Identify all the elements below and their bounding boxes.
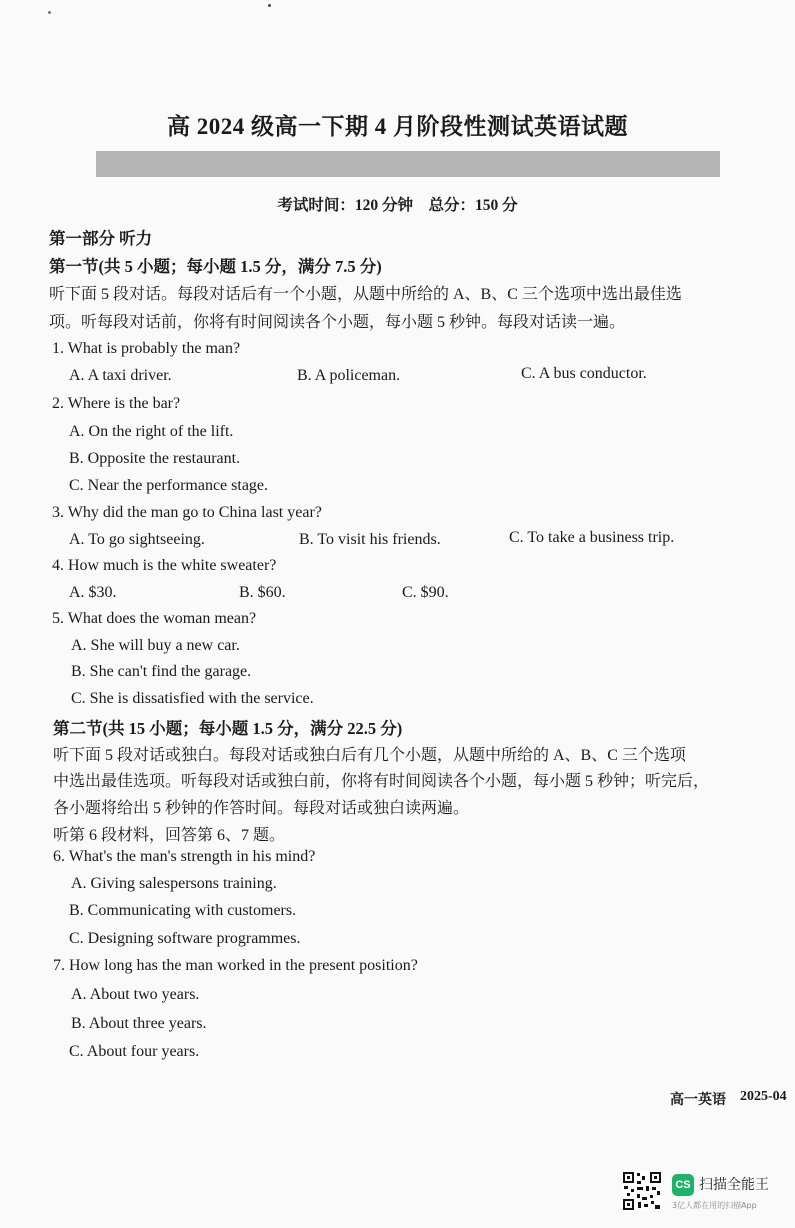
material-note: 听第 6 段材料，回答第 6、7 题。: [53, 827, 286, 844]
option-c: C. $90.: [402, 584, 449, 601]
question-stem: 6. What's the man's strength in his mind?: [53, 848, 316, 865]
part-heading: 第一部分 听力: [49, 229, 153, 248]
exam-info: 考试时间：120 分钟 总分：150 分: [277, 197, 518, 214]
option-c: C. A bus conductor.: [521, 365, 647, 382]
camscanner-logo-icon: CS: [672, 1174, 694, 1196]
instruction-line: 听下面 5 段对话。每段对话后有一个小题，从题中所给的 A、B、C 三个选项中选出最佳选: [49, 286, 682, 303]
option-b: B. $60.: [239, 584, 286, 601]
option-a: A. She will buy a new car.: [71, 637, 240, 654]
section-heading: 第二节(共 15 小题；每小题 1.5 分，满分 22.5 分): [53, 719, 403, 738]
option-b: B. Communicating with customers.: [69, 902, 297, 919]
page-title: 高 2024 级高一下期 4 月阶段性测试英语试题: [167, 114, 628, 139]
option-a: A. $30.: [69, 584, 117, 601]
footer-subject: 高一英语: [670, 1093, 726, 1108]
option-a: A. A taxi driver.: [69, 367, 172, 384]
instruction-line: 中选出最佳选项。听每段对话或独白前，你将有时间阅读各个小题，每小题 5 秒钟；听完后，: [53, 773, 710, 790]
option-c: C. To take a business trip.: [509, 529, 675, 546]
option-a: A. Giving salespersons training.: [71, 875, 277, 892]
option-c: C. Designing software programmes.: [69, 930, 301, 947]
qr-code-icon: [622, 1171, 662, 1211]
scanner-app-name: 扫描全能王: [699, 1177, 769, 1193]
instruction-line: 各小题将给出 5 秒钟的作答时间。每段对话或独白读两遍。: [53, 800, 470, 817]
title-underline-bar: [96, 151, 720, 177]
question-stem: 2. Where is the bar?: [52, 395, 181, 412]
option-b: B. To visit his friends.: [299, 531, 441, 548]
scan-speck: [48, 11, 51, 14]
instruction-line: 项。听每段对话前，你将有时间阅读各个小题，每小题 5 秒钟。每段对话读一遍。: [49, 314, 626, 331]
question-stem: 1. What is probably the man?: [52, 340, 241, 357]
option-c: C. About four years.: [69, 1043, 200, 1060]
scanner-tagline: 3亿人都在用的扫描App: [672, 1201, 757, 1210]
question-stem: 7. How long has the man worked in the present position?: [53, 957, 418, 974]
section-heading: 第一节(共 5 小题；每小题 1.5 分，满分 7.5 分): [49, 257, 382, 276]
option-b: B. About three years.: [71, 1015, 207, 1032]
option-a: A. On the right of the lift.: [69, 423, 234, 440]
question-stem: 3. Why did the man go to China last year?: [52, 504, 322, 521]
option-c: C. She is dissatisfied with the service.: [71, 690, 314, 707]
option-b: B. Opposite the restaurant.: [69, 450, 241, 467]
question-stem: 5. What does the woman mean?: [52, 610, 257, 627]
option-c: C. Near the performance stage.: [69, 477, 269, 494]
scan-speck: [268, 4, 271, 7]
question-stem: 4. How much is the white sweater?: [52, 557, 277, 574]
option-b: B. She can't find the garage.: [71, 663, 252, 680]
option-b: B. A policeman.: [297, 367, 401, 384]
instruction-line: 听下面 5 段对话或独白。每段对话或独白后有几个小题，从题中所给的 A、B、C 三个选项: [53, 747, 686, 764]
option-a: A. To go sightseeing.: [69, 531, 205, 548]
footer-date: 2025-04: [740, 1089, 787, 1104]
option-a: A. About two years.: [71, 986, 200, 1003]
